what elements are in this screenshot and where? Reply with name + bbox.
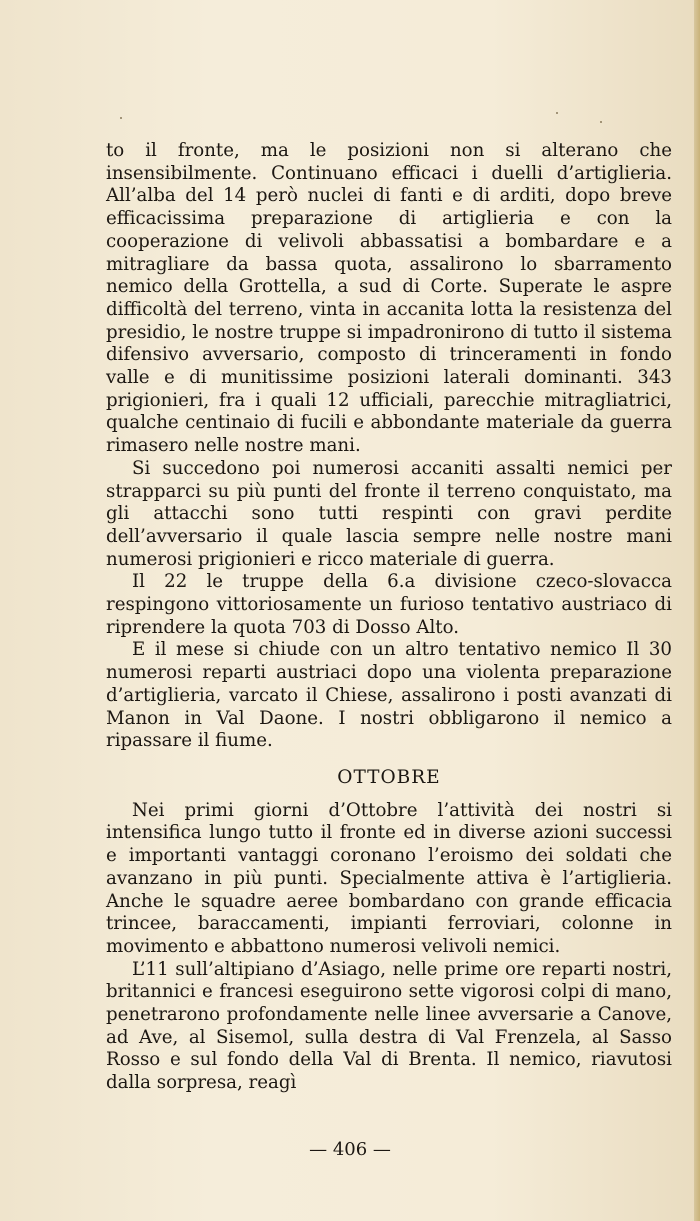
paragraph-2: Si succedono poi numerosi accaniti assalti nemici per strapparci su più punti del fronte il terreno conquistato, ma gli attacchi sono tutti respinti con gravi perdite dell’avversario il quale lascia sempre nelle nostre mani numerosi prigionieri e ricco materiale di guerra. <box>106 457 672 570</box>
body-text <box>106 140 672 1095</box>
paragraph-5: Nei primi giorni d’Ottobre l’attività dei nostri si intensifica lungo tutto il fronte ed in diverse azioni successi e importanti vantaggi coronano l’eroismo dei soldati che avanzano in più punti. Specialmente attiva è l’artiglieria. Anche le squadre aeree bombardano con grande efficacia trincee, baraccamenti, impianti ferroviari, colonne in movimento e abbattono numerosi velivoli nemici. <box>106 799 672 957</box>
page-edge <box>694 0 700 1221</box>
paragraph-3: Il 22 le truppe della 6.a divisione czeco-slovacca respingono vittoriosamente un furioso tentativo austriaco di riprendere la quota 703 di Dosso Alto. <box>106 571 672 638</box>
paper-speck <box>556 112 558 114</box>
paragraph-1: to il fronte, ma le posizioni non si alterano che insensibilmente. Continuano efficaci i duelli d’artiglieria. All’alba del 14 però nuclei di fanti e di arditi, dopo breve efficacissima preparazione di artiglieria e con la cooperazione di velivoli abbassatisi a bombardare e a mitragliare da bassa quota, assalirono lo sbarramento nemico della Grottella, a sud di Corte. Superate le aspre difficoltà del terreno, vinta in accanita lotta la resistenza del presidio, le nostre truppe si impadronirono di tutto il sistema difensivo avversario, composto di trinceramenti in fondo valle e di munitissime posizioni laterali dominanti. 343 prigionieri, fra i quali 12 ufficiali, parecchie mitragliatrici, qualche centinaio di fucili e abbondante materiale da guerra rimasero nelle nostre mani. <box>106 140 672 457</box>
section-heading: OTTOBRE <box>337 766 441 788</box>
paragraph-6: L’11 sull’altipiano d’Asiago, nelle prime ore reparti nostri, britannici e francesi eseguirono sette vigorosi colpi di mano, penetrarono profondamente nelle linee avversarie a Canove, ad Ave, al Sisemol, sulla destra di Val Frenzela, al Sasso Rosso e sul fondo della Val di Brenta. Il nemico, riavutosi dalla sorpresa, reagì <box>106 958 672 1094</box>
paper-speck <box>120 117 122 119</box>
page-number: — 406 — <box>309 1139 391 1160</box>
paragraph-4: E il mese si chiude con un altro tentativo nemico Il 30 numerosi reparti austriaci dopo una violenta preparazione d’artiglieria, varcato il Chiese, assalirono i posti avanzati di Manon in Val Daone. I nostri obbligarono il nemico a ripassare il fiume. <box>106 639 672 752</box>
paper-speck <box>600 121 602 123</box>
